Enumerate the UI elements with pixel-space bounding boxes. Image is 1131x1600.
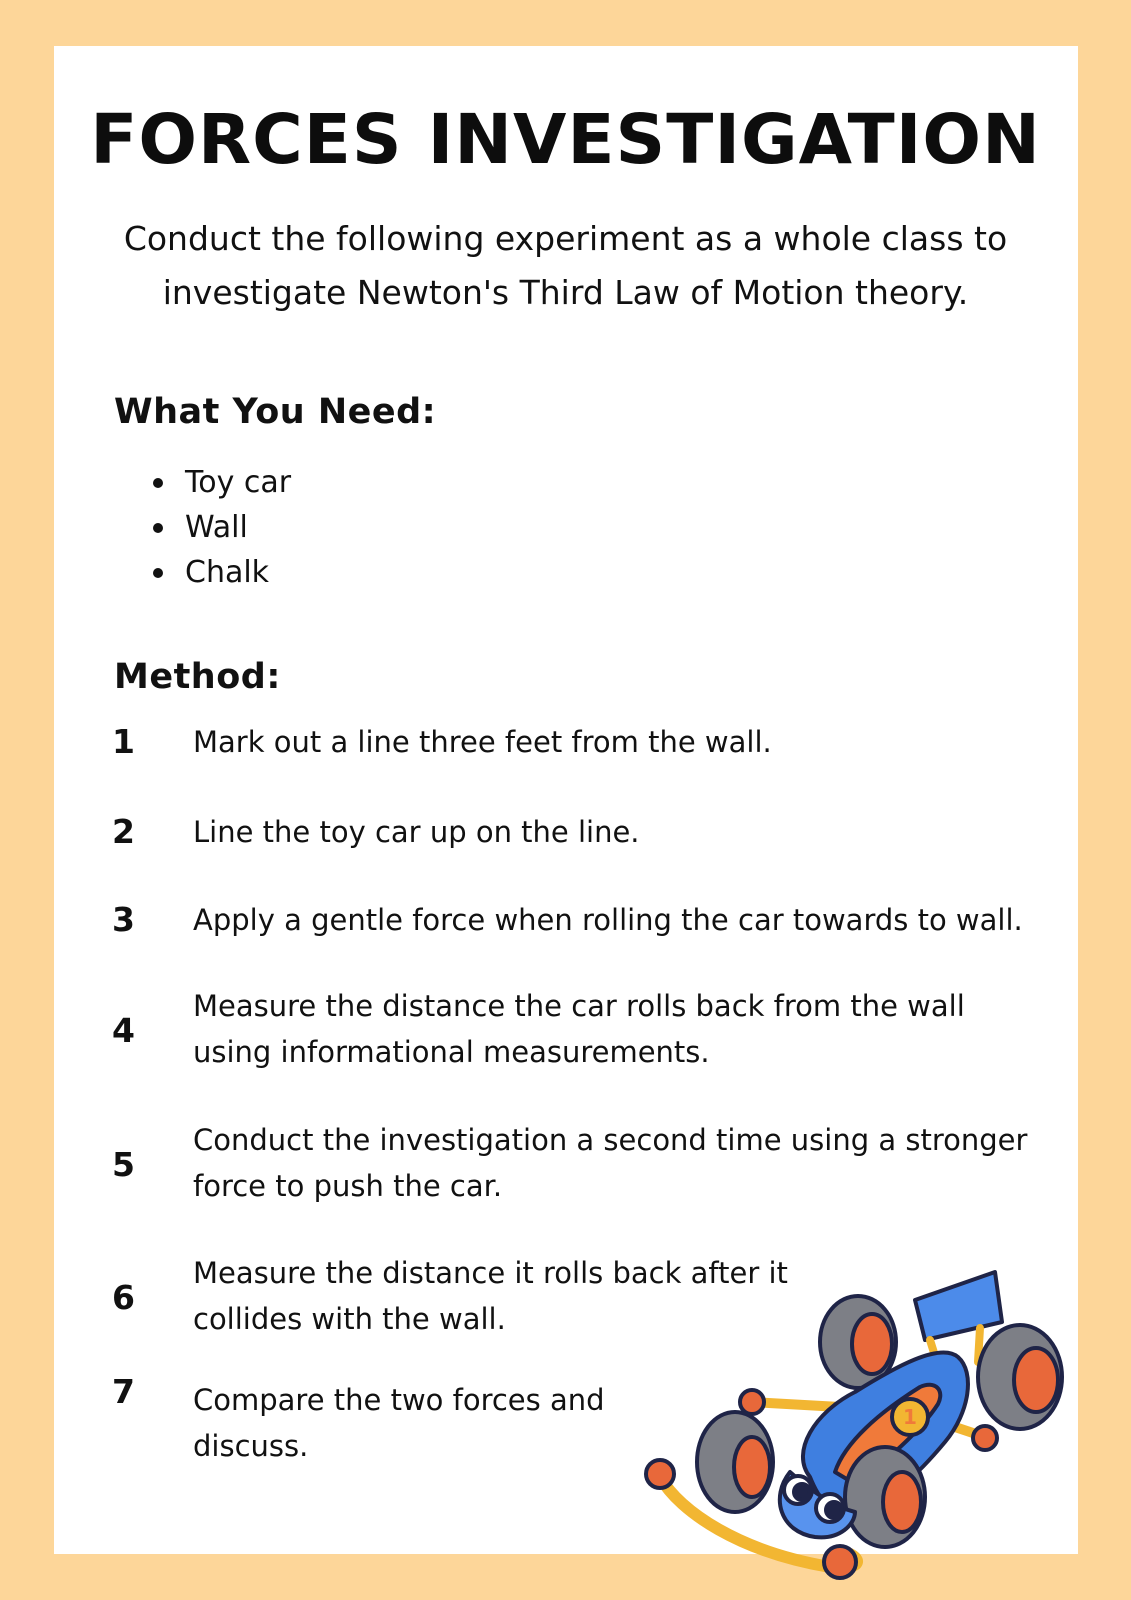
rim-shape: [1014, 1348, 1058, 1412]
step-number: 1: [112, 722, 135, 761]
step-number: 5: [112, 1145, 135, 1184]
step-text: [193, 809, 640, 855]
axle-cap-shape: [740, 1390, 764, 1414]
rim-shape: [734, 1437, 770, 1497]
material-label: Wall: [185, 510, 248, 545]
wing-cap-shape: [646, 1460, 674, 1488]
step-text: [193, 1377, 605, 1469]
step-line: Conduct the investigation a second time using a stronger: [193, 1123, 1028, 1157]
list-item: [150, 460, 291, 505]
step-text: [193, 897, 1023, 943]
bullet-icon: [153, 568, 163, 578]
step-line: using informational measurements.: [193, 1035, 710, 1069]
list-item: [150, 505, 291, 550]
spoiler-shape: [915, 1272, 1002, 1340]
step-line: discuss.: [193, 1429, 309, 1463]
step-text: [193, 719, 772, 765]
step-number: 4: [112, 1011, 135, 1050]
step-text: [193, 983, 965, 1075]
material-label: Chalk: [185, 555, 270, 590]
step-number: 3: [112, 900, 135, 939]
step-text: [193, 1117, 1027, 1209]
step-line: Mark out a line three feet from the wall.: [193, 725, 772, 759]
list-item: [150, 550, 291, 595]
step-number: 7: [112, 1372, 135, 1411]
badge-number: 1: [903, 1405, 917, 1429]
step-line: force to push the car.: [193, 1169, 503, 1203]
axle-cap-shape: [973, 1426, 997, 1450]
intro-line: Conduct the following experiment as a whole class to: [123, 219, 1008, 258]
what-you-need-heading: What You Need:: [114, 392, 437, 432]
step-line: Measure the distance the car rolls back from the wall: [193, 989, 965, 1023]
rim-shape: [852, 1314, 892, 1374]
step-number: 2: [112, 812, 135, 851]
pupil-shape: [794, 1484, 810, 1500]
step-line: Measure the distance it rolls back after it: [193, 1256, 788, 1290]
pupil-shape: [826, 1502, 842, 1518]
page-title: FORCES INVESTIGATION: [90, 100, 1041, 180]
materials-list: [150, 460, 291, 595]
method-heading: Method:: [114, 657, 281, 697]
step-line: collides with the wall.: [193, 1302, 506, 1336]
rim-shape: [883, 1472, 921, 1532]
step-line: Compare the two forces and: [193, 1383, 605, 1417]
intro-line: investigate Newton's Third Law of Motion theory.: [162, 273, 969, 312]
wing-cap-shape: [824, 1546, 856, 1578]
bullet-icon: [153, 478, 163, 488]
intro-text: [90, 212, 1041, 320]
step-line: Apply a gentle force when rolling the car towards to wall.: [193, 903, 1023, 937]
race-car-icon: [640, 1262, 1090, 1592]
step-number: 6: [112, 1278, 135, 1317]
bullet-icon: [153, 523, 163, 533]
step-line: Line the toy car up on the line.: [193, 815, 640, 849]
material-label: Toy car: [185, 465, 292, 500]
